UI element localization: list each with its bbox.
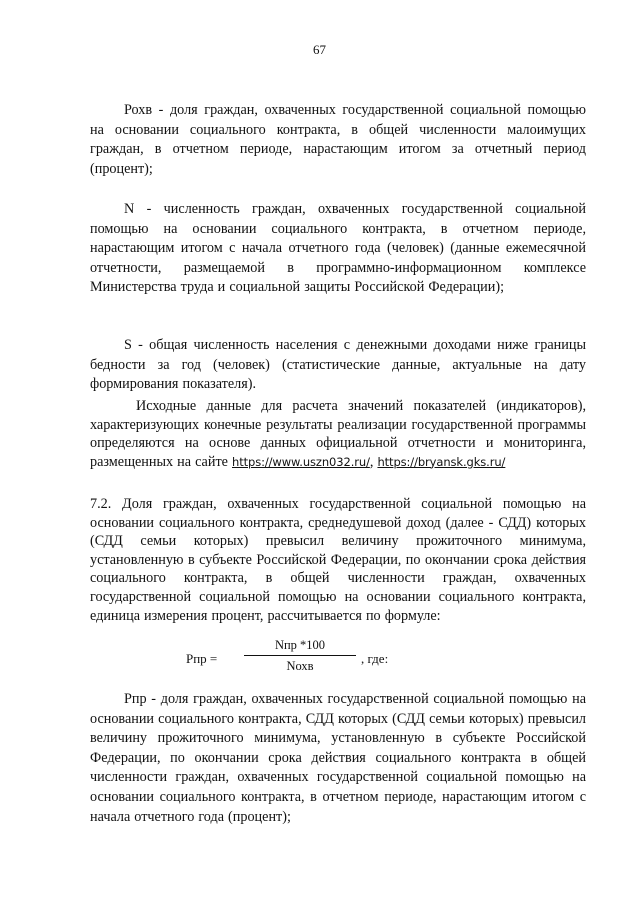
paragraph-section-7-2: 7.2. Доля граждан, охваченных государственной социальной помощью на основании социального контракта, среднедушевой доход (далее - СДД) которых (СДД семьи которых) превысил величину прожиточного минимума, установленную в субъекте Российской Федерации, по окончании срока действия социального контракта, в общей численности граждан, охваченных государственной социальной помощью на основании социального контракта, единица измерения процент, рассчитывается по формуле: <box>90 496 586 624</box>
link-bryansk-gks[interactable]: https://bryansk.gks.ru/ <box>377 454 506 469</box>
formula-denominator: Nохв <box>286 659 314 673</box>
link-separator: , <box>369 453 378 470</box>
formula-ppr <box>0 636 639 686</box>
paragraph-s-definition: S - общая численность населения с денежными доходами ниже границы бедности за год (человек) (статистические данные, актуальные на дату формирования показателя). <box>90 337 586 393</box>
formula-lhs: Рпр = <box>186 651 218 666</box>
formula-numerator: Nпр *100 <box>244 636 356 656</box>
paragraph-ppr-definition: Рпр - доля граждан, охваченных государственной социальной помощью на основании социального контракта, СДД которых (СДД семьи которых) превысил величину прожиточного минимума, установленную в субъекте Российской Федерации, по окончании срока действия социального контракта в общей численности граждан, охваченных государственной социальной помощью на основании социального контракта, в отчетном периоде, нарастающим итогом с начала отчетного года (процент); <box>90 691 586 825</box>
formula-where: , где: <box>361 651 389 666</box>
link-uszn032[interactable]: https://www.uszn032.ru/ <box>232 454 370 469</box>
source-data-text: Исходные данные для расчета значений показателей (индикаторов), характеризующих конечные результаты реализации государственной программы определяются на основе данных официальной отчетности и мониторинга, размещенных на сайте <box>90 398 586 470</box>
paragraph-n-definition: N - численность граждан, охваченных государственной социальной помощью на основании социального контракта, в отчетном периоде, нарастающим итогом с начала отчетного года (человек) (данные ежемесячной отчетности, размещаемой в программно-информационном комплексе Министерства труда и социальной защиты Российской Федерации); <box>90 201 586 296</box>
formula-fraction <box>244 636 356 676</box>
paragraph-pokhv-definition: Рохв - доля граждан, охваченных государственной социальной помощью на основании социального контракта, в общей численности малоимущих граждан, в отчетном периоде, нарастающим итогом за отчетный период (процент); <box>90 102 586 177</box>
page-number: 67 <box>313 42 326 57</box>
paragraph-source-data <box>90 397 586 471</box>
